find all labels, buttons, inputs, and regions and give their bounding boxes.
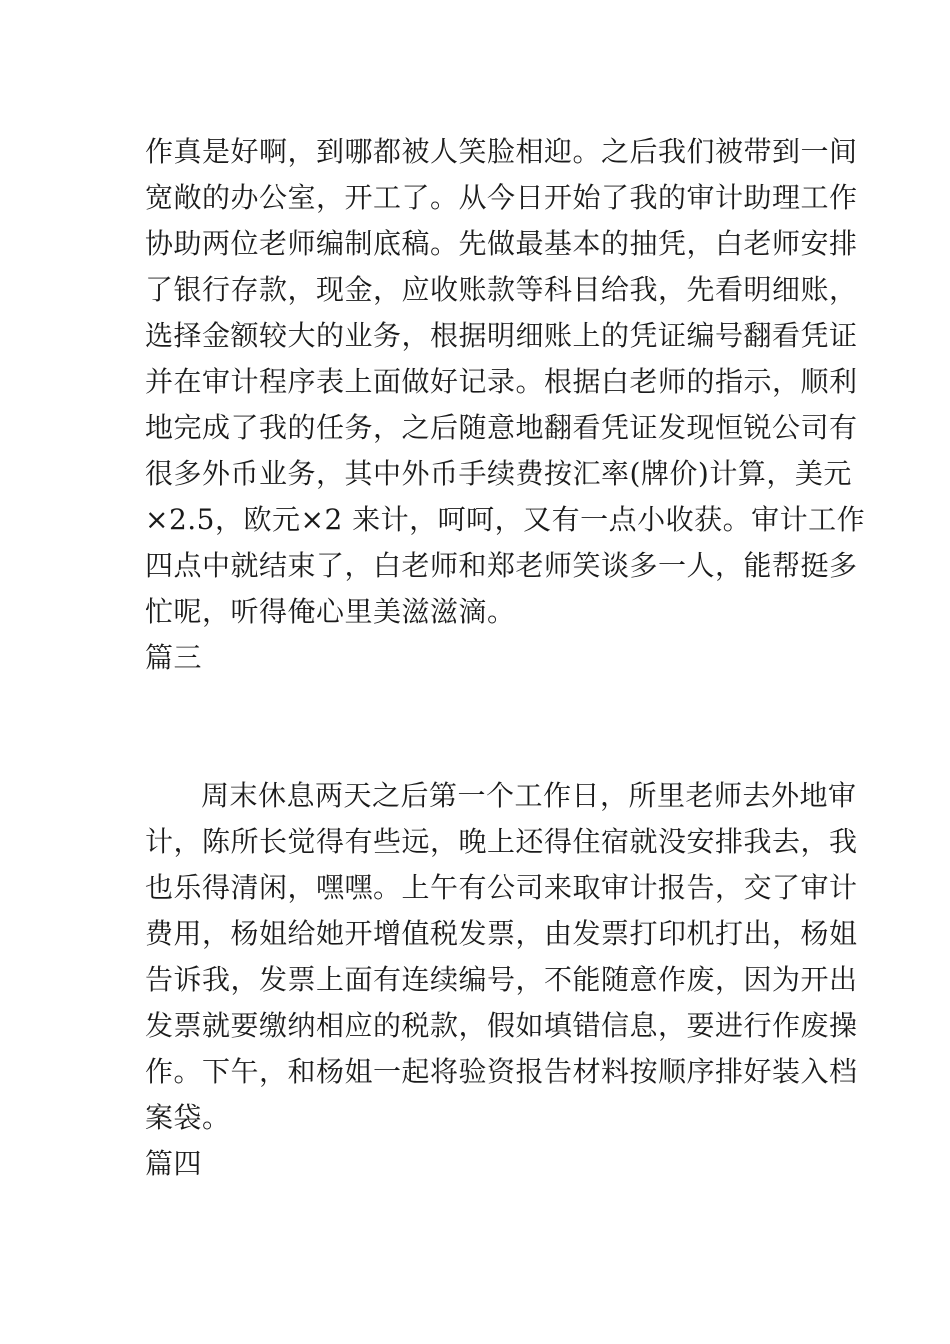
paragraph-line: 案袋。 <box>145 1101 231 1134</box>
paragraph-line: 告诉我，发票上面有连续编号，不能随意作废，因为开出 <box>145 963 858 996</box>
paragraph-line: 作。下午，和杨姐一起将验资报告材料按顺序排好装入档 <box>145 1055 858 1088</box>
section-heading: 篇四 <box>145 1147 203 1180</box>
paragraph-line: 也乐得清闲，嘿嘿。上午有公司来取审计报告，交了审计 <box>145 871 858 904</box>
paragraph-line: 选择金额较大的业务，根据明细账上的凭证编号翻看凭证 <box>145 319 858 352</box>
paragraph-line: 并在审计程序表上面做好记录。根据白老师的指示，顺利 <box>145 365 858 398</box>
paragraph-line: 了银行存款，现金，应收账款等科目给我，先看明细账， <box>145 273 858 306</box>
paragraph-line: 忙呢，听得俺心里美滋滋滴。 <box>145 595 516 628</box>
paragraph-line: ×2.5，欧元×2 来计，呵呵，又有一点小收获。审计工作 <box>145 503 866 536</box>
paragraph-line: 地完成了我的任务，之后随意地翻看凭证发现恒锐公司有 <box>145 411 858 444</box>
paragraph-line: 宽敞的办公室，开工了。从今日开始了我的审计助理工作 <box>145 181 858 214</box>
paragraph-line: 很多外币业务，其中外币手续费按汇率(牌价)计算，美元 <box>145 457 852 490</box>
paragraph-line: 发票就要缴纳相应的税款，假如填错信息，要进行作废操 <box>145 1009 858 1042</box>
paragraph-line: 周末休息两天之后第一个工作日，所里老师去外地审 <box>201 779 857 812</box>
paragraph-line: 协助两位老师编制底稿。先做最基本的抽凭，白老师安排 <box>145 227 858 260</box>
paragraph-line: 计，陈所长觉得有些远，晚上还得住宿就没安排我去，我 <box>145 825 858 858</box>
paragraph-line: 四点中就结束了，白老师和郑老师笑谈多一人，能帮挺多 <box>145 549 858 582</box>
section-heading: 篇三 <box>145 641 203 674</box>
paragraph-line: 费用，杨姐给她开增值税发票，由发票打印机打出，杨姐 <box>145 917 858 950</box>
paragraph-line: 作真是好啊，到哪都被人笑脸相迎。之后我们被带到一间 <box>145 135 858 168</box>
